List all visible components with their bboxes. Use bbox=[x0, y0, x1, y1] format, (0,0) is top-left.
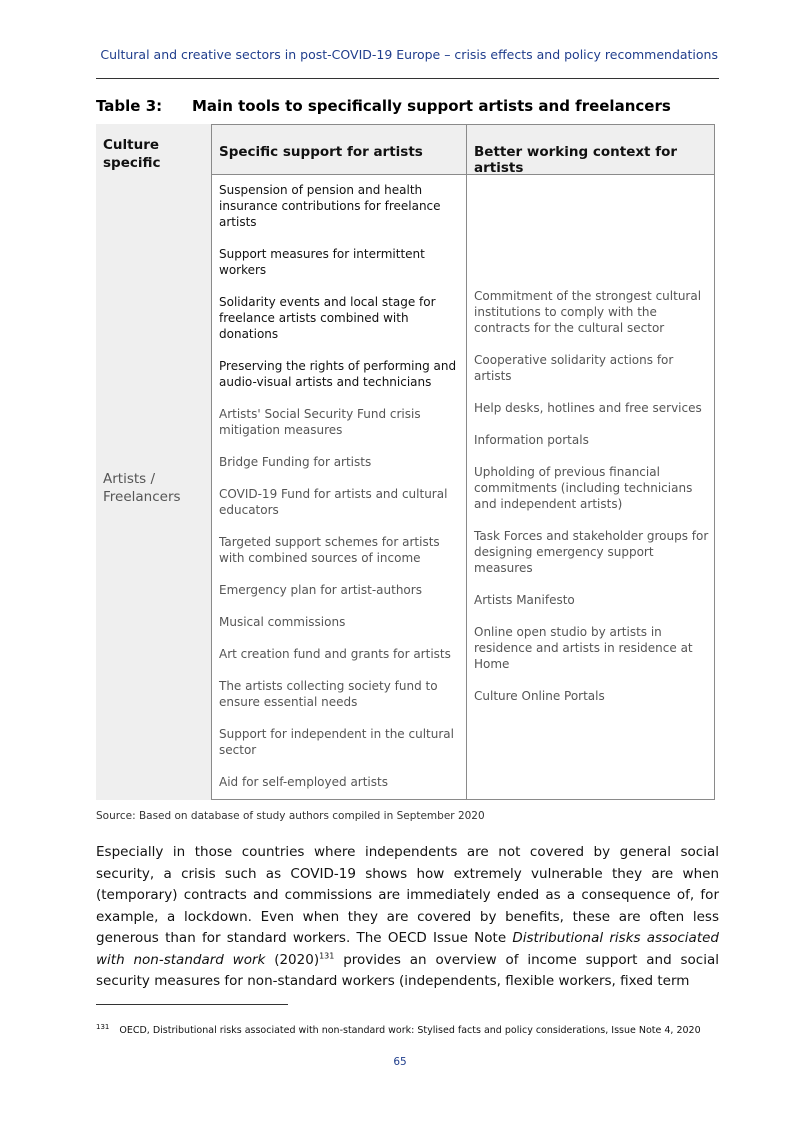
running-header: Cultural and creative sectors in post-COVID-19 Europe – crisis effects and policy recommendations bbox=[100, 47, 718, 62]
list-item: Musical commissions bbox=[219, 615, 346, 629]
paragraph-text-1: Especially in those countries where independents are not covered by general social security, a crisis such as COVID-19 shows how extremely vulnerable they are when (temporary) contracts and commissions are immediately ended as a consequence of, for example, a lockdown. Even when they are covered by benefits, these are often less generous than for standard workers. The OECD Issue Note bbox=[96, 844, 719, 946]
list-item: Artists' Social Security Fund crisis mitigation measures bbox=[219, 407, 421, 437]
list-item: The artists collecting society fund to ensure essential needs bbox=[219, 679, 438, 709]
footnote-rule bbox=[96, 1004, 288, 1005]
list-item: Support for independent in the cultural sector bbox=[219, 727, 454, 757]
table-caption-title: Main tools to specifically support artists and freelancers bbox=[192, 97, 671, 115]
paragraph-italic-title: Distributional risks associated with non-standard work bbox=[96, 930, 720, 968]
list-item: COVID-19 Fund for artists and cultural educators bbox=[219, 487, 448, 517]
list-item: Cooperative solidarity actions for artists bbox=[474, 353, 674, 383]
list-item: Suspension of pension and health insurance contributions for freelance artists bbox=[219, 183, 441, 229]
list-item: Solidarity events and local stage for freelance artists combined with donations bbox=[219, 295, 436, 341]
list-item: Culture Online Portals bbox=[474, 689, 605, 703]
row-label-line1: Artists / bbox=[103, 471, 156, 487]
paragraph-text-2: (2020) bbox=[265, 951, 320, 968]
culture-column-bg bbox=[96, 124, 211, 800]
support-tools-table bbox=[96, 124, 715, 800]
list-item: Online open studio by artists in residence and artists in residence at Home bbox=[474, 625, 693, 671]
list-item: Help desks, hotlines and free services bbox=[474, 401, 702, 415]
header-rule bbox=[96, 78, 719, 79]
footnote-text: OECD, Distributional risks associated with non-standard work: Stylised facts and policy considerations, Issue Note 4, 2020 bbox=[119, 1025, 701, 1037]
list-item: Art creation fund and grants for artists bbox=[219, 647, 451, 661]
list-item: Aid for self-employed artists bbox=[219, 775, 388, 789]
list-item: Information portals bbox=[474, 433, 589, 447]
working-context-header: Better working context for artists bbox=[474, 144, 678, 176]
culture-header-line2: specific bbox=[103, 155, 161, 171]
working-context-list bbox=[474, 288, 710, 720]
list-item: Emergency plan for artist-authors bbox=[219, 583, 422, 597]
row-label-artists-freelancers bbox=[103, 470, 181, 506]
table-caption bbox=[96, 97, 671, 115]
specific-support-list bbox=[219, 182, 459, 806]
body-paragraph bbox=[96, 842, 719, 993]
column-divider bbox=[466, 124, 467, 800]
row-label-line2: Freelancers bbox=[103, 489, 181, 505]
specific-support-header: Specific support for artists bbox=[219, 144, 423, 160]
list-item: Preserving the rights of performing and audio-visual artists and technicians bbox=[219, 359, 457, 389]
list-item: Targeted support schemes for artists with combined sources of income bbox=[219, 535, 440, 565]
list-item: Support measures for intermittent workers bbox=[219, 247, 425, 277]
footnote bbox=[96, 1023, 701, 1036]
page-number: 65 bbox=[393, 1056, 407, 1068]
culture-specific-header bbox=[103, 136, 161, 172]
paragraph-text-3: provides an overview of income support and social security measures for non-standard workers (independents, flexible workers, fixed term bbox=[96, 951, 719, 989]
list-item: Commitment of the strongest cultural institutions to comply with the contracts for the cultural sector bbox=[474, 289, 702, 335]
list-item: Artists Manifesto bbox=[474, 593, 575, 607]
table-caption-label: Table 3: bbox=[96, 97, 163, 115]
list-item: Bridge Funding for artists bbox=[219, 455, 372, 469]
footnote-reference[interactable]: 131 bbox=[319, 951, 335, 960]
footnote-number: 131 bbox=[96, 1023, 110, 1031]
list-item: Upholding of previous financial commitments (including technicians and independent artists) bbox=[474, 465, 693, 511]
table-source-note: Source: Based on database of study authors compiled in September 2020 bbox=[96, 810, 485, 822]
list-item: Task Forces and stakeholder groups for designing emergency support measures bbox=[474, 529, 709, 575]
culture-header-line1: Culture bbox=[103, 137, 160, 153]
